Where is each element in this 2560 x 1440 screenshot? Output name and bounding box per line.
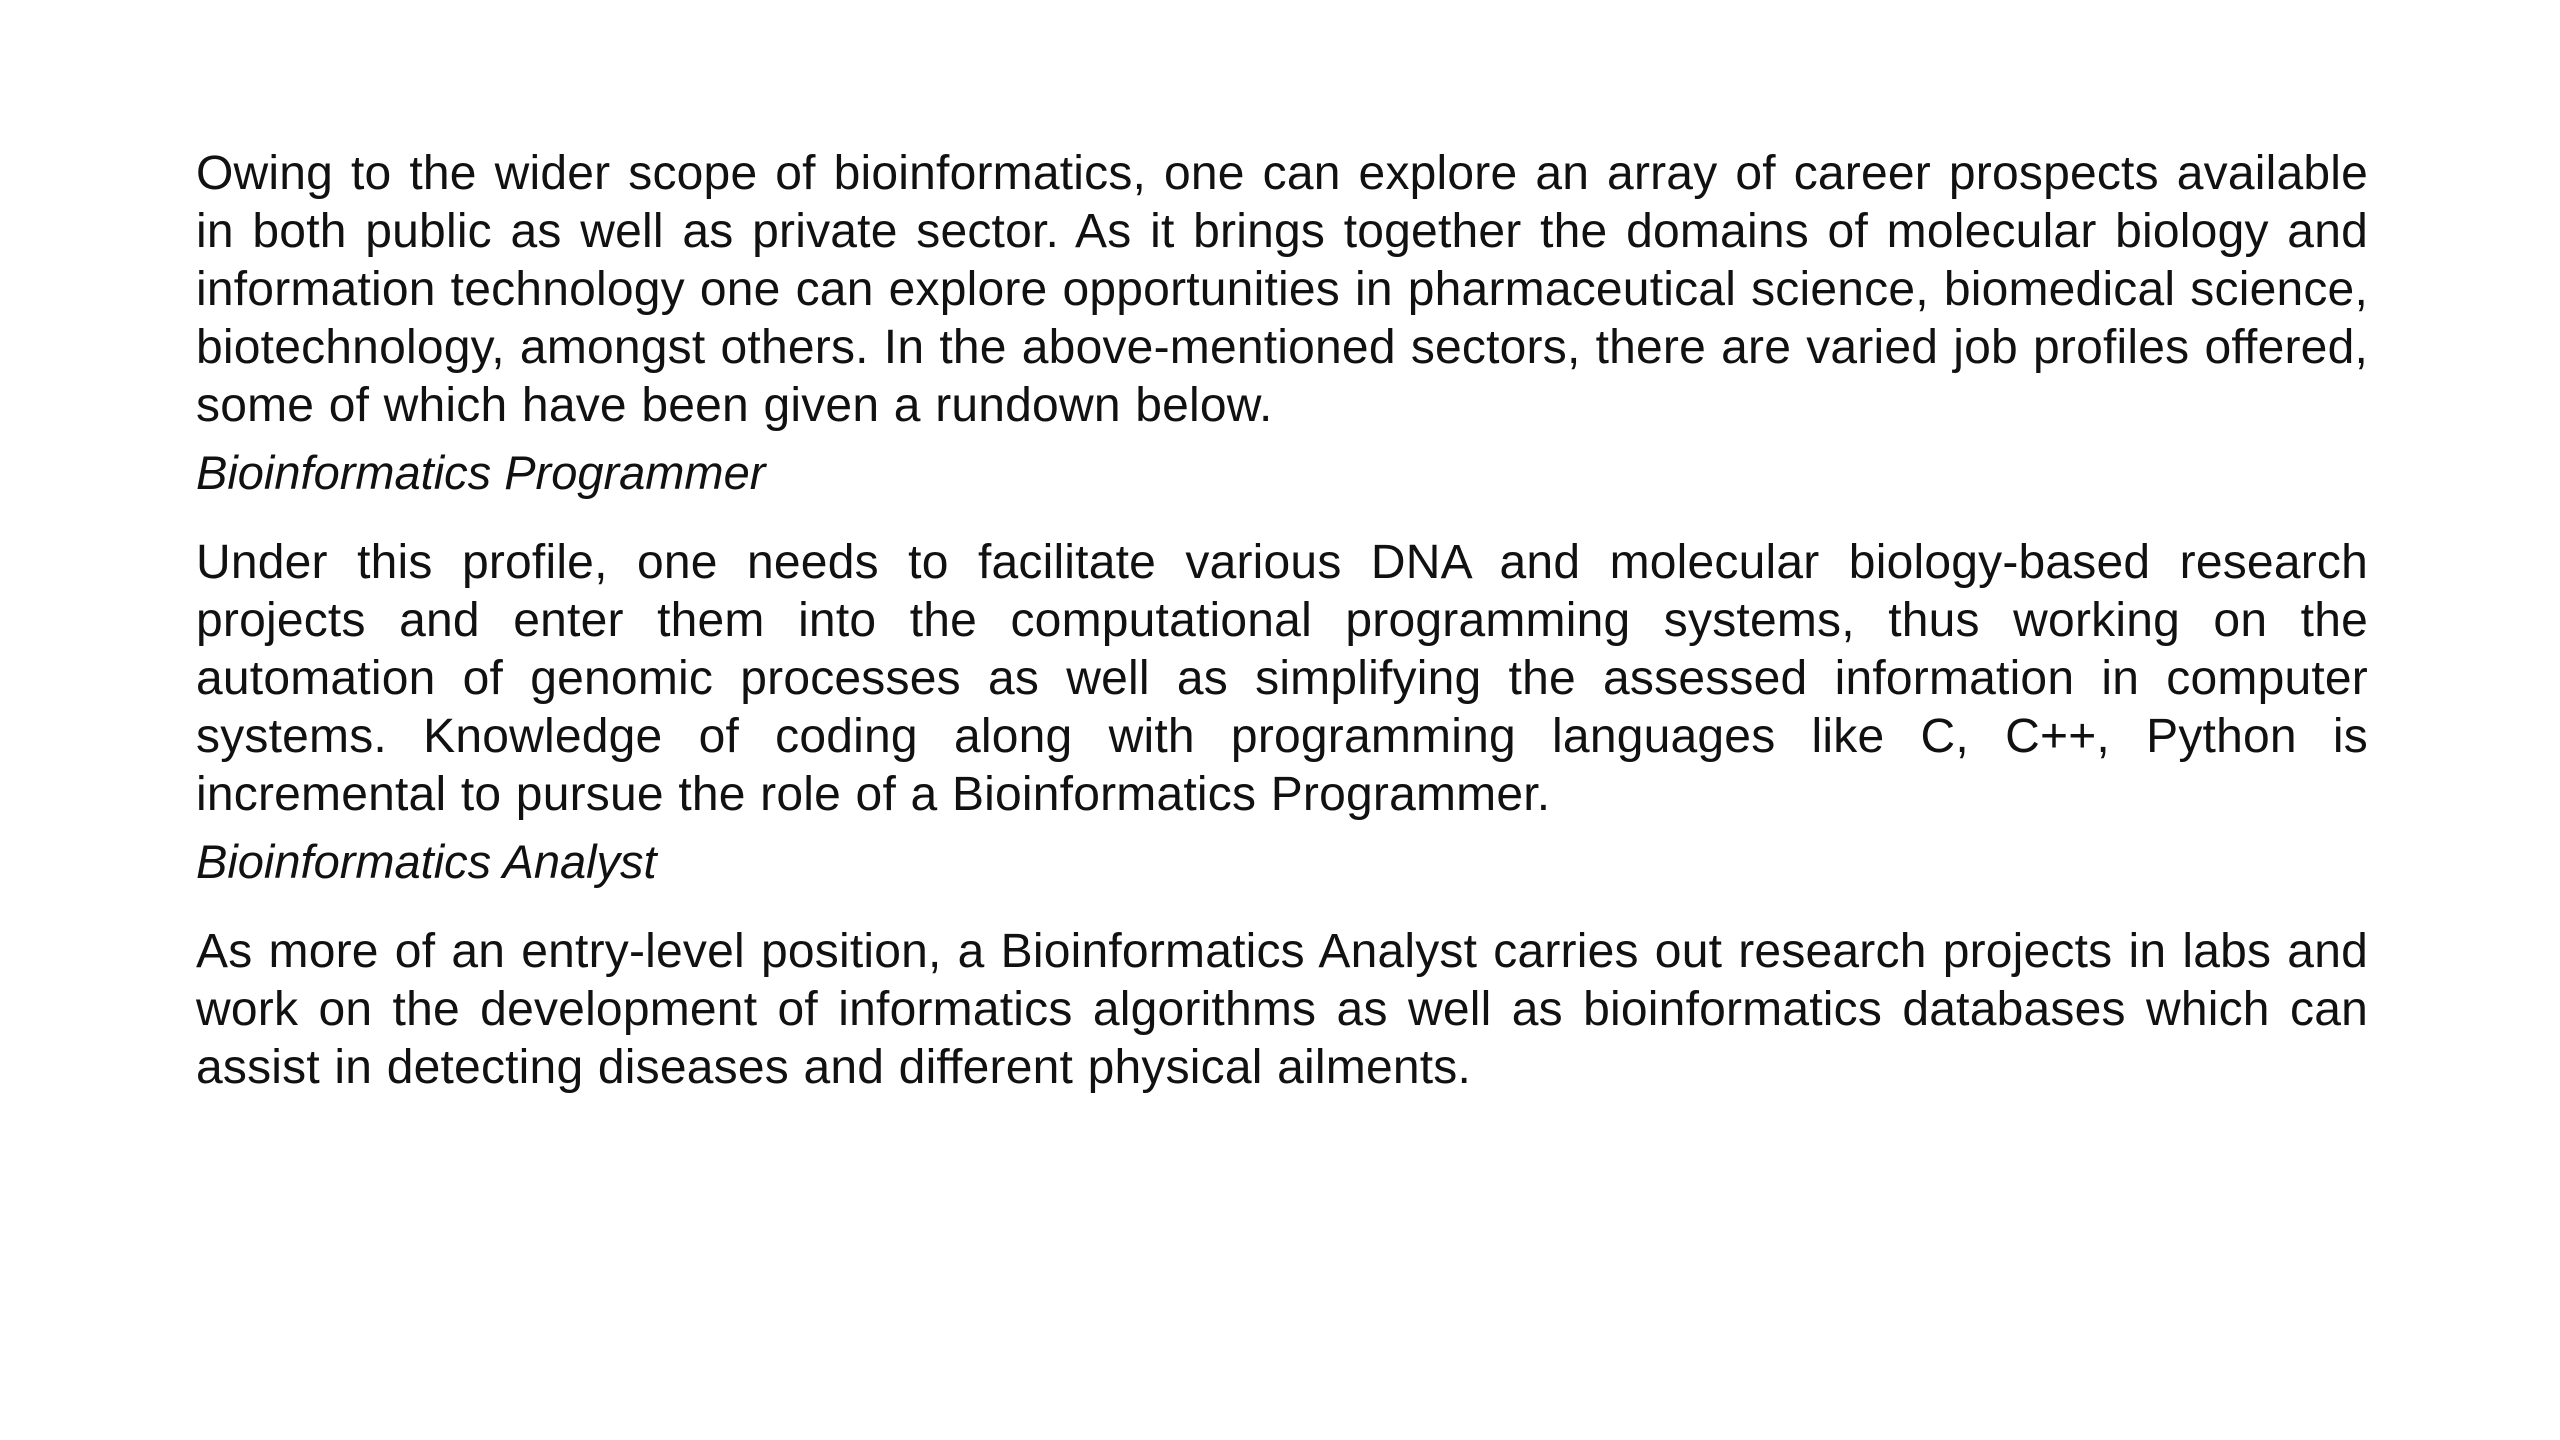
document-page [196,145,2368,1097]
section-heading-bioinformatics-analyst: Bioinformatics Analyst [196,835,657,888]
intro-paragraph: Owing to the wider scope of bioinformatics, one can explore an array of career prospects available in both public as well as private sector. As it brings together the domains of molecular biology and information technology one can explore opportunities in pharmaceutical science, biomedical science, biotechnology, amongst others. In the above-mentioned sectors, there are varied job profiles offered, some of which have been given a rundown below. [196,147,2368,432]
bioinformatics-analyst-paragraph: As more of an entry-level position, a Bioinformatics Analyst carries out research projects in labs and work on the development of informatics algorithms as well as bioinformatics databases which can assist in detecting diseases and different physical ailments. [196,925,2368,1094]
section-heading-bioinformatics-programmer: Bioinformatics Programmer [196,446,766,499]
bioinformatics-programmer-paragraph: Under this profile, one needs to facilitate various DNA and molecular biology-based research projects and enter them into the computational programming systems, thus working on the automation of genomic processes as well as simplifying the assessed information in computer systems. Knowledge of coding along with programming languages like C, C++, Python is incremental to pursue the role of a Bioinformatics Programmer. [196,536,2368,821]
